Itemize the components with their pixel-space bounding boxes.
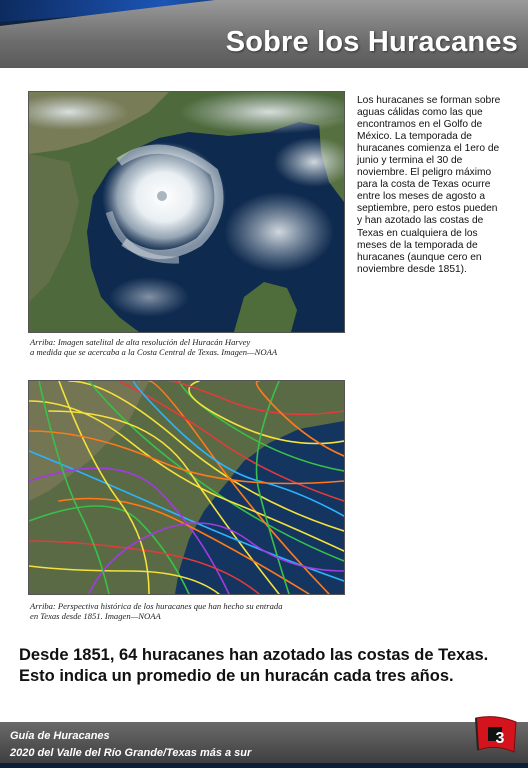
page-number: 3 <box>495 730 505 747</box>
page-header <box>0 0 528 68</box>
tracks-map-caption: Arriba: Perspectiva histórica de los huracanes que han hecho su entrada en Texas desde 1851. Imagen—NOAA <box>30 601 283 621</box>
footer-guide-title: Guía de Huracanes <box>10 730 110 742</box>
page-title: Sobre los Huracanes <box>225 26 518 58</box>
page-footer <box>0 722 528 768</box>
hurricane-harvey-satellite-image <box>28 91 345 333</box>
satellite-caption-line-2: a medida que se acercaba a la Costa Central de Texas. Imagen—NOAA <box>30 347 278 357</box>
hurricane-season-paragraph: Los huracanes se forman sobre aguas cálidas como las que encontramos en el Golfo de México. La temporada de huracanes comienza el 1ero de junio y termina el 30 de noviembre. El peligro máximo para la costa de Texas ocurre entre los meses de agosto a septiembre, pero estos pueden y han azotado las costas de Texas en cualquiera de los meses de la temporada de huracanes (aunque cero en noviembre desde 1851). <box>357 95 501 275</box>
footer-guide-subtitle: 2020 del Valle del Río Grande/Texas más a sur <box>10 747 252 759</box>
footer-navy-edge <box>0 763 528 768</box>
satellite-image-caption <box>30 337 340 357</box>
historical-hurricane-tracks-map <box>28 380 345 595</box>
hurricane-statistic-statement: Desde 1851, 64 huracanes han azotado las costas de Texas. Esto indica un promedio de un huracán cada tres años. <box>19 646 489 685</box>
satellite-caption-line-1: Arriba: Imagen satelital de alta resolución del Huracán Harvey <box>30 337 251 347</box>
